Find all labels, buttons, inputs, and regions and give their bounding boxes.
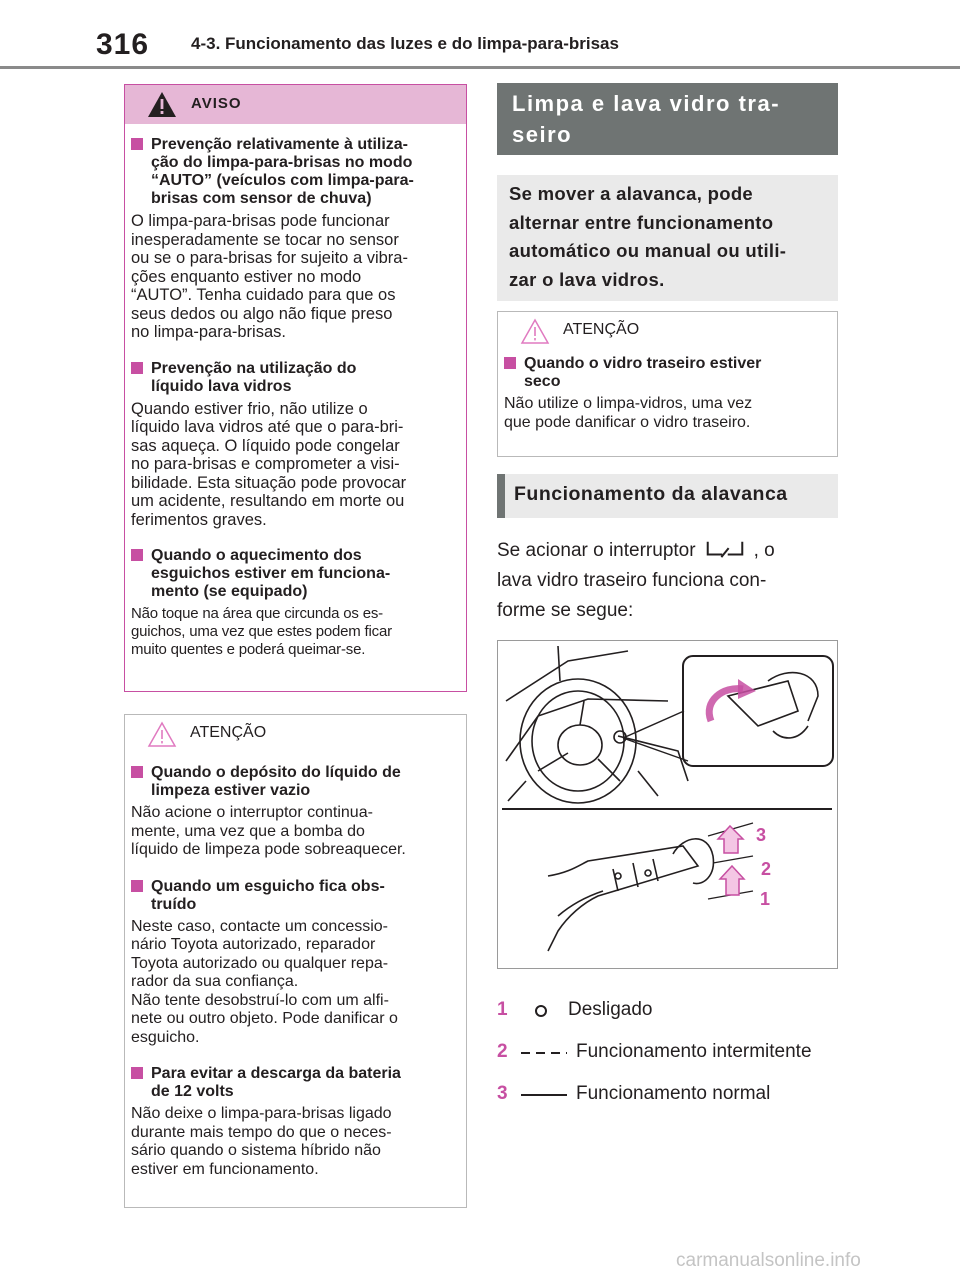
callout-1: 1 bbox=[760, 889, 771, 909]
watermark: carmanualsonline.info bbox=[676, 1250, 861, 1271]
off-symbol-icon bbox=[519, 1001, 569, 1021]
section-title: Limpa e lava vidro tra- seiro bbox=[512, 91, 781, 147]
warning-section-title: Quando o aquecimento dos esguichos estiver em funciona- mento (se equipado) bbox=[131, 547, 460, 601]
caution-section-title: Para evitar a descarga da bateria de 12 volts bbox=[131, 1065, 460, 1101]
legend-number: 3 bbox=[497, 1083, 508, 1104]
bullet-square-icon bbox=[131, 880, 143, 892]
warning-section-title: Prevenção na utilização do líquido lava vidros bbox=[131, 360, 460, 396]
solid-line-icon bbox=[519, 1085, 569, 1105]
caution-box-header bbox=[498, 312, 837, 349]
bullet-square-icon bbox=[131, 138, 143, 150]
bullet-square-icon bbox=[131, 362, 143, 374]
subheading: Funcionamento da alavanca bbox=[514, 483, 788, 505]
caution-section-body: Não deixe o limpa-para-brisas ligado durante mais tempo do que o neces- sário quando o sistema híbrido não estiver em funcionamento. bbox=[131, 1105, 392, 1178]
callout-3: 3 bbox=[756, 825, 767, 845]
lever-illustration bbox=[497, 640, 838, 969]
caution-section-title: Quando o vidro traseiro estiver seco bbox=[504, 355, 831, 391]
page-number: 316 bbox=[96, 28, 150, 61]
rear-wiper-switch-icon bbox=[702, 539, 748, 559]
warning-section-body: O limpa-para-brisas pode funcionar inesperadamente se tocar no sensor ou se o para-brisas for sujeito a vibra- ções enquanto estiver no modo “AUTO”. Tenha cuidado para que os seus dedos ou algo não fique preso no limpa-para-brisas. bbox=[131, 212, 408, 341]
dashed-line-icon bbox=[519, 1043, 569, 1063]
subheading-accent-bar bbox=[497, 474, 505, 518]
legend-number: 1 bbox=[497, 999, 508, 1020]
bullet-square-icon bbox=[131, 549, 143, 561]
warning-label: AVISO bbox=[191, 95, 242, 112]
caution-label: ATENÇÃO bbox=[190, 724, 267, 741]
intro-text: Se mover a alavanca, pode alternar entre funcionamento automático ou manual ou utili- zar o lava vidros. bbox=[509, 183, 787, 290]
caution-triangle-icon bbox=[147, 721, 177, 748]
legend-text: Funcionamento normal bbox=[576, 1083, 771, 1104]
caution-section-body: Não utilize o limpa-vidros, uma vez que pode danificar o vidro traseiro. bbox=[504, 395, 753, 431]
caution-box-right bbox=[497, 311, 838, 457]
bullet-square-icon bbox=[504, 357, 516, 369]
legend-text: Funcionamento intermitente bbox=[576, 1041, 812, 1062]
warning-section-title: Prevenção relativamente à utiliza- ção do limpa-para-brisas no modo “AUTO” (veículos com limpa-para- brisas com sensor de chuva) bbox=[131, 136, 460, 208]
caution-box-left bbox=[124, 714, 467, 1208]
operation-text: Se acionar o interruptor , o lava vidro traseiro funciona con- forme se segue: bbox=[497, 540, 775, 621]
caution-triangle-icon bbox=[520, 318, 550, 345]
warning-section-body: Não toque na área que circunda os es- guichos, uma vez que estes podem ficar muito quentes e poderá queimar-se. bbox=[131, 605, 392, 658]
warning-box bbox=[124, 84, 467, 692]
caution-section-body: Neste caso, contacte um concessio- nário Toyota autorizado, reparador Toyota autorizado ou qualquer repa- rador da sua confiança. Não tente desobstruí-lo com um alfi- nete ou outro objeto. Pode danificar o esguicho. bbox=[131, 917, 398, 1046]
legend-text: Desligado bbox=[568, 999, 653, 1020]
caution-section-title: Quando o depósito do líquido de limpeza estiver vazio bbox=[131, 764, 460, 800]
caution-label: ATENÇÃO bbox=[563, 321, 640, 338]
header-rule bbox=[0, 66, 960, 69]
caution-section-title: Quando um esguicho fica obs- truído bbox=[131, 878, 460, 914]
caution-box-header bbox=[125, 715, 466, 752]
callout-2: 2 bbox=[761, 859, 772, 879]
wiper-lever-drawing bbox=[498, 641, 837, 968]
bullet-square-icon bbox=[131, 1067, 143, 1079]
legend-number: 2 bbox=[497, 1041, 508, 1062]
warning-section-body: Quando estiver frio, não utilize o líquido lava vidros até que o para-bri- sas aqueça. O líquido pode congelar no para-brisas e comprometer a visi- bilidade. Esta situação pode provocar um acidente, resultando em morte ou ferimentos graves. bbox=[131, 399, 407, 529]
chapter-title: 4-3. Funcionamento das luzes e do limpa-para-brisas bbox=[191, 34, 619, 53]
warning-box-header bbox=[125, 85, 466, 124]
warning-triangle-icon bbox=[147, 91, 177, 118]
caution-section-body: Não acione o interruptor continua- mente, uma vez que a bomba do líquido de limpeza pode sobreaquecer. bbox=[131, 804, 406, 858]
bullet-square-icon bbox=[131, 766, 143, 778]
